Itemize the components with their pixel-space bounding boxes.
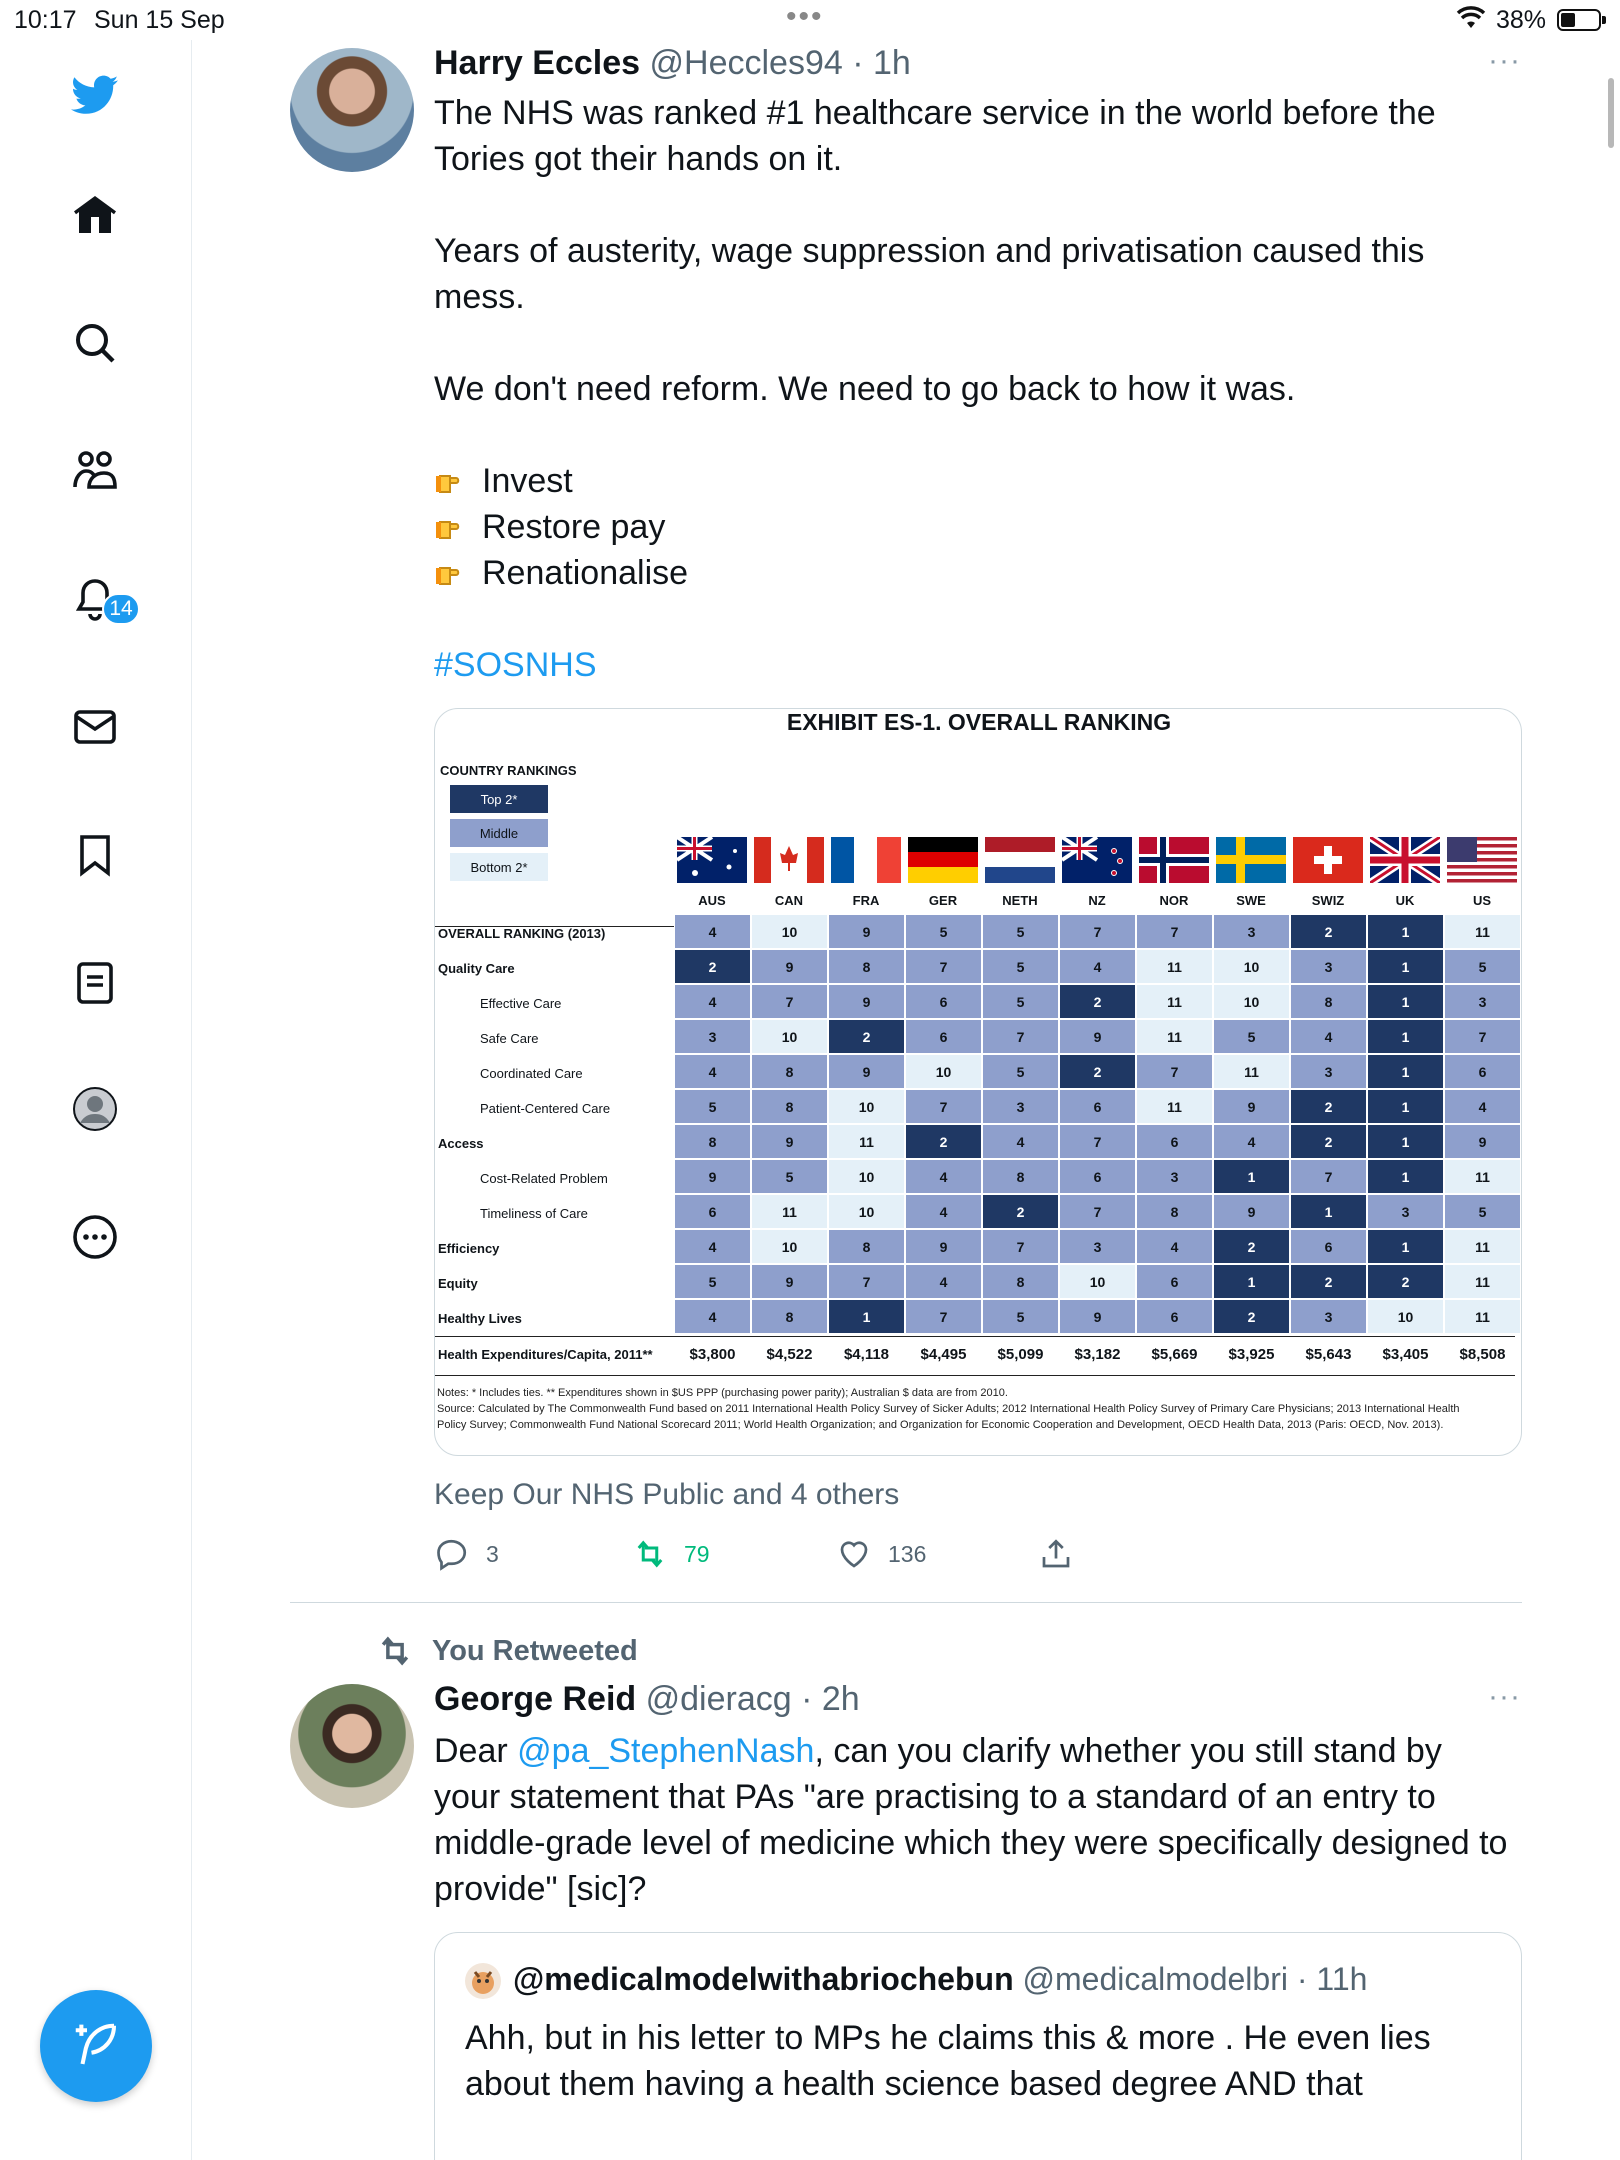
rank-cell-us: 7 <box>1444 1019 1521 1054</box>
bullet-text: Renationalise <box>482 554 689 592</box>
rank-cell-ger: 7 <box>905 1089 982 1124</box>
search-icon[interactable] <box>66 314 124 372</box>
rank-cell-fra: 9 <box>828 984 905 1019</box>
rank-cell-uk: 1 <box>1367 1054 1444 1089</box>
rank-cell-neth: 5 <box>982 914 1059 949</box>
rank-cell-fra: 11 <box>828 1124 905 1159</box>
row-label: Healthy Lives <box>438 1311 522 1326</box>
rank-cell-nz: 2 <box>1059 1054 1136 1089</box>
communities-icon[interactable] <box>66 442 124 500</box>
tweet-more-icon[interactable]: ··· <box>1488 44 1521 77</box>
sidebar <box>0 40 192 2160</box>
battery-icon <box>1557 9 1601 31</box>
rank-cell-nz: 4 <box>1059 949 1136 984</box>
rank-cell-nor: 11 <box>1136 1019 1213 1054</box>
profile-avatar-icon[interactable] <box>66 1080 124 1138</box>
flag-uk-icon <box>1370 837 1440 883</box>
rank-cell-nz: 7 <box>1059 914 1136 949</box>
rank-cell-neth: 4 <box>982 1124 1059 1159</box>
rank-cell-nor: 6 <box>1136 1124 1213 1159</box>
rank-cell-ger: 2 <box>905 1124 982 1159</box>
rank-cell-nor: 11 <box>1136 984 1213 1019</box>
rank-cell-swiz: 1 <box>1290 1194 1367 1229</box>
tweet-media-image[interactable] <box>434 708 1522 1456</box>
flag-nor-icon <box>1139 837 1209 883</box>
pointing-hand-icon <box>434 512 474 542</box>
rank-cell-nor: 6 <box>1136 1264 1213 1299</box>
tweet-paragraph: The NHS was ranked #1 healthcare service in the world before the Tories got their hands on it. <box>434 94 1436 178</box>
rank-cell-can: 7 <box>751 984 828 1019</box>
retweet-count: 79 <box>684 1540 710 1567</box>
rank-cell-nz: 3 <box>1059 1229 1136 1264</box>
rank-cell-fra: 10 <box>828 1194 905 1229</box>
rank-cell-neth: 7 <box>982 1229 1059 1264</box>
chart-source: Source: Calculated by The Commonwealth Fund based on 2011 International Health Policy Survey of Sicker Adults; 2012 International Health Policy Survey of Primary Care Physicians; 2013 International Health <box>437 1403 1460 1415</box>
expenditure-label: Health Expenditures/Capita, 2011** <box>438 1347 653 1362</box>
rank-cell-nz: 9 <box>1059 1299 1136 1334</box>
country-code-swiz: SWIZ <box>1311 893 1345 908</box>
rank-cell-us: 4 <box>1444 1089 1521 1124</box>
hashtag-link[interactable]: #SOSNHS <box>434 646 597 684</box>
row-label: Access <box>438 1136 484 1151</box>
rank-cell-swiz: 6 <box>1290 1229 1367 1264</box>
expenditure-us: $8,508 <box>1459 1346 1506 1363</box>
quoted-tweet-header <box>513 1961 1367 1998</box>
reply-icon <box>434 1536 470 1572</box>
tagged-users-link[interactable]: Keep Our NHS Public and 4 others <box>434 1478 900 1511</box>
rank-cell-can: 10 <box>751 1229 828 1264</box>
expenditure-uk: $3,405 <box>1382 1346 1429 1363</box>
rank-cell-neth: 5 <box>982 984 1059 1019</box>
row-label: Patient-Centered Care <box>480 1101 611 1116</box>
legend-bottom: Bottom 2* <box>450 853 548 881</box>
rank-cell-neth: 8 <box>982 1159 1059 1194</box>
pointing-hand-icon <box>434 558 474 588</box>
rank-cell-uk: 10 <box>1367 1299 1444 1334</box>
expenditure-ger: $4,495 <box>920 1346 967 1363</box>
flag-ger-icon <box>908 837 978 883</box>
expenditure-aus: $3,800 <box>689 1346 736 1363</box>
rank-cell-swiz: 2 <box>1290 1124 1367 1159</box>
rank-cell-us: 11 <box>1444 1159 1521 1194</box>
rank-cell-fra: 10 <box>828 1159 905 1194</box>
tweet-header <box>434 44 911 83</box>
rank-cell-us: 5 <box>1444 1194 1521 1229</box>
country-code-neth: NETH <box>1002 893 1038 908</box>
rank-cell-us: 11 <box>1444 914 1521 949</box>
exhibit-title: EXHIBIT ES-1. OVERALL RANKING <box>786 709 1172 735</box>
rank-cell-can: 8 <box>751 1054 828 1089</box>
rank-cell-swe: 4 <box>1213 1124 1290 1159</box>
rank-cell-fra: 8 <box>828 949 905 984</box>
rank-cell-uk: 2 <box>1367 1264 1444 1299</box>
country-code-us: US <box>1472 893 1492 908</box>
rank-cell-neth: 7 <box>982 1019 1059 1054</box>
row-label: Effective Care <box>480 996 562 1011</box>
rank-cell-ger: 5 <box>905 914 982 949</box>
rank-cell-aus: 4 <box>674 1229 751 1264</box>
rank-cell-nor: 4 <box>1136 1229 1213 1264</box>
rank-cell-ger: 4 <box>905 1159 982 1194</box>
rank-cell-swe: 2 <box>1213 1299 1290 1334</box>
table-rule <box>435 1375 1515 1376</box>
rank-cell-us: 11 <box>1444 1299 1521 1334</box>
rank-cell-can: 8 <box>751 1089 828 1124</box>
flag-aus-icon <box>677 837 747 883</box>
pointing-hand-icon <box>434 466 474 496</box>
rank-cell-uk: 1 <box>1367 1124 1444 1159</box>
rank-cell-swe: 9 <box>1213 1089 1290 1124</box>
scroll-indicator[interactable] <box>1608 78 1614 148</box>
rank-cell-neth: 5 <box>982 1299 1059 1334</box>
legend-title: COUNTRY RANKINGS <box>440 763 577 778</box>
rank-cell-swe: 10 <box>1213 949 1290 984</box>
rank-cell-uk: 1 <box>1367 914 1444 949</box>
bullet-line <box>434 504 1514 550</box>
bullet-text: Restore pay <box>482 508 666 546</box>
quoted-author-handle[interactable]: @medicalmodelbri <box>1022 1961 1288 1997</box>
rank-cell-nz: 6 <box>1059 1159 1136 1194</box>
retweet-icon <box>632 1536 668 1572</box>
row-label: Timeliness of Care <box>480 1206 588 1221</box>
quoted-tweet[interactable] <box>434 1932 1522 2160</box>
rank-cell-nz: 7 <box>1059 1194 1136 1229</box>
row-label: Quality Care <box>438 961 515 976</box>
tweet-paragraph: Years of austerity, wage suppression and privatisation caused this mess. <box>434 232 1425 316</box>
rank-cell-nor: 7 <box>1136 914 1213 949</box>
rank-cell-ger: 7 <box>905 1299 982 1334</box>
rank-cell-fra: 2 <box>828 1019 905 1054</box>
rank-cell-fra: 8 <box>828 1229 905 1264</box>
rank-cell-uk: 1 <box>1367 1019 1444 1054</box>
rank-cell-aus: 4 <box>674 984 751 1019</box>
rank-cell-can: 9 <box>751 1264 828 1299</box>
rank-cell-swe: 1 <box>1213 1264 1290 1299</box>
messages-envelope-icon[interactable] <box>66 698 124 756</box>
bullet-line <box>434 550 1514 596</box>
share-icon <box>1038 1536 1074 1572</box>
rank-cell-ger: 9 <box>905 1229 982 1264</box>
rank-cell-can: 9 <box>751 1124 828 1159</box>
expenditure-fra: $4,118 <box>843 1346 890 1363</box>
rank-cell-swe: 9 <box>1213 1194 1290 1229</box>
table-rule <box>435 1336 1515 1337</box>
retweet-banner-text: You Retweeted <box>432 1634 638 1667</box>
rank-cell-swe: 10 <box>1213 984 1290 1019</box>
heart-icon <box>836 1536 872 1572</box>
flag-can-icon <box>754 837 824 883</box>
tweet-paragraph: We don't need reform. We need to go back to how it was. <box>434 370 1296 408</box>
like-count: 136 <box>888 1540 927 1567</box>
rank-cell-us: 11 <box>1444 1264 1521 1299</box>
rank-cell-neth: 2 <box>982 1194 1059 1229</box>
rank-cell-swiz: 4 <box>1290 1019 1367 1054</box>
expenditure-neth: $5,099 <box>997 1346 1044 1363</box>
wifi-icon <box>1456 6 1486 37</box>
lists-icon[interactable] <box>66 954 124 1012</box>
rank-cell-swe: 3 <box>1213 914 1290 949</box>
rank-cell-nor: 7 <box>1136 1054 1213 1089</box>
rank-cell-us: 5 <box>1444 949 1521 984</box>
rank-cell-ger: 6 <box>905 1019 982 1054</box>
rank-cell-fra: 9 <box>828 1054 905 1089</box>
tweet-author-avatar[interactable] <box>290 48 414 172</box>
reply-count: 3 <box>486 1540 499 1567</box>
bullet-line <box>434 458 1514 504</box>
rank-cell-us: 6 <box>1444 1054 1521 1089</box>
rank-cell-fra: 10 <box>828 1089 905 1124</box>
flag-fra-icon <box>831 837 901 883</box>
country-code-uk: UK <box>1395 893 1415 908</box>
rank-cell-fra: 9 <box>828 914 905 949</box>
country-code-nor: NOR <box>1159 893 1189 908</box>
legend-top: Top 2* <box>450 785 548 813</box>
rank-cell-nor: 8 <box>1136 1194 1213 1229</box>
tweet-divider <box>290 1602 1522 1603</box>
rank-cell-aus: 4 <box>674 1054 751 1089</box>
rank-cell-ger: 6 <box>905 984 982 1019</box>
flag-us-icon <box>1447 837 1517 883</box>
rank-cell-fra: 7 <box>828 1264 905 1299</box>
flag-swe-icon <box>1216 837 1286 883</box>
rank-cell-us: 3 <box>1444 984 1521 1019</box>
chart-note: Notes: * Includes ties. ** Expenditures shown in $US PPP (purchasing power parity); Australian $ data are from 2010. <box>437 1387 1008 1399</box>
tweet-header <box>434 1680 860 1719</box>
rank-cell-swe: 2 <box>1213 1229 1290 1264</box>
row-label: Cost-Related Problem <box>480 1171 608 1186</box>
quoted-author-avatar <box>465 1963 501 1999</box>
rank-cell-swiz: 3 <box>1290 1054 1367 1089</box>
rank-cell-neth: 5 <box>982 1054 1059 1089</box>
more-circle-icon[interactable] <box>66 1208 124 1266</box>
author-handle[interactable]: @Heccles94 <box>649 44 843 82</box>
rank-cell-swe: 11 <box>1213 1054 1290 1089</box>
rank-cell-aus: 4 <box>674 914 751 949</box>
row-label: Safe Care <box>480 1031 539 1046</box>
rank-cell-can: 10 <box>751 1019 828 1054</box>
author-name[interactable]: George Reid <box>434 1680 637 1718</box>
tweet-time[interactable]: · 1h <box>852 44 911 82</box>
bullet-text: Invest <box>482 462 573 500</box>
rank-cell-swiz: 3 <box>1290 949 1367 984</box>
mention-link[interactable]: @pa_StephenNash <box>517 1732 815 1770</box>
rank-cell-swiz: 2 <box>1290 1089 1367 1124</box>
row-label: Equity <box>438 1276 478 1291</box>
tweet-more-icon[interactable]: ··· <box>1488 1680 1521 1713</box>
country-code-fra: FRA <box>852 893 880 908</box>
chart-source-cont: Policy Survey; Commonwealth Fund National Scorecard 2011; World Health Organization; and Organization for Economic Cooperation and Development, OECD Health Data, 2013 (Paris: OECD, Nov. 2013). <box>437 1419 1444 1431</box>
retweet-button[interactable] <box>632 1536 710 1572</box>
expenditure-nz: $3,182 <box>1074 1346 1121 1363</box>
country-code-can: CAN <box>774 893 804 908</box>
compose-tweet-button[interactable] <box>40 1990 152 2102</box>
rank-cell-swiz: 8 <box>1290 984 1367 1019</box>
rank-cell-aus: 8 <box>674 1124 751 1159</box>
tweet-body <box>434 90 1514 688</box>
rank-cell-nor: 6 <box>1136 1299 1213 1334</box>
country-code-swe: SWE <box>1236 893 1266 908</box>
country-code-ger: GER <box>928 893 958 908</box>
rank-cell-uk: 1 <box>1367 1159 1444 1194</box>
quoted-author-name[interactable]: @medicalmodelwithabriochebun <box>513 1961 1014 1997</box>
legend-middle: Middle <box>450 819 548 847</box>
rank-cell-uk: 3 <box>1367 1194 1444 1229</box>
rank-cell-aus: 5 <box>674 1264 751 1299</box>
author-handle[interactable]: @dieracg <box>645 1680 792 1718</box>
rank-cell-us: 9 <box>1444 1124 1521 1159</box>
like-button[interactable] <box>836 1536 926 1572</box>
rank-cell-nor: 11 <box>1136 1089 1213 1124</box>
notification-count-badge: 14 <box>102 593 140 625</box>
rank-cell-swiz: 7 <box>1290 1159 1367 1194</box>
home-icon[interactable] <box>66 186 124 244</box>
status-time: 10:17 <box>14 6 77 34</box>
rank-cell-can: 5 <box>751 1159 828 1194</box>
rank-cell-aus: 6 <box>674 1194 751 1229</box>
rank-cell-aus: 2 <box>674 949 751 984</box>
expenditure-nor: $5,669 <box>1151 1346 1198 1363</box>
flag-neth-icon <box>985 837 1055 883</box>
retweet-icon <box>376 1632 414 1670</box>
rank-cell-aus: 5 <box>674 1089 751 1124</box>
status-bar <box>0 0 1620 40</box>
rank-cell-nz: 6 <box>1059 1089 1136 1124</box>
expenditure-can: $4,522 <box>766 1346 813 1363</box>
rank-cell-nz: 9 <box>1059 1019 1136 1054</box>
flag-swiz-icon <box>1293 837 1363 883</box>
tweet-text-start: Dear <box>434 1732 518 1770</box>
country-code-aus: AUS <box>698 893 726 908</box>
rank-cell-can: 10 <box>751 914 828 949</box>
row-label: OVERALL RANKING (2013) <box>438 926 606 941</box>
rank-cell-nz: 10 <box>1059 1264 1136 1299</box>
rank-cell-can: 11 <box>751 1194 828 1229</box>
rank-cell-uk: 1 <box>1367 984 1444 1019</box>
battery-percent: 38% <box>1496 6 1547 34</box>
rank-cell-aus: 3 <box>674 1019 751 1054</box>
row-label: Coordinated Care <box>480 1066 583 1081</box>
rank-cell-nor: 11 <box>1136 949 1213 984</box>
rank-cell-swiz: 2 <box>1290 914 1367 949</box>
rank-cell-ger: 4 <box>905 1194 982 1229</box>
quoted-tweet-text: Ahh, but in his letter to MPs he claims this & more . He even lies about them having a health science based degree AND that <box>465 2019 1431 2103</box>
twitter-logo-icon[interactable] <box>66 66 124 124</box>
rank-cell-aus: 4 <box>674 1299 751 1334</box>
rank-cell-neth: 3 <box>982 1089 1059 1124</box>
tweet-body <box>434 1728 1514 1912</box>
rank-cell-uk: 1 <box>1367 949 1444 984</box>
rank-cell-swe: 1 <box>1213 1159 1290 1194</box>
retweet-banner <box>376 1632 638 1670</box>
author-name[interactable]: Harry Eccles <box>434 44 641 82</box>
rank-cell-nz: 7 <box>1059 1124 1136 1159</box>
rank-cell-swiz: 2 <box>1290 1264 1367 1299</box>
row-label: Efficiency <box>438 1241 500 1256</box>
quoted-tweet-time: · 11h <box>1296 1961 1368 1997</box>
compose-feather-icon <box>69 2019 123 2073</box>
tweet-author-avatar[interactable] <box>290 1684 414 1808</box>
flag-nz-icon <box>1062 837 1132 883</box>
rank-cell-can: 9 <box>751 949 828 984</box>
tweet-time[interactable]: · 2h <box>801 1680 860 1718</box>
rank-cell-nor: 3 <box>1136 1159 1213 1194</box>
rank-cell-ger: 7 <box>905 949 982 984</box>
rank-cell-swe: 5 <box>1213 1019 1290 1054</box>
reply-button[interactable] <box>434 1536 499 1572</box>
rank-cell-ger: 4 <box>905 1264 982 1299</box>
rank-cell-ger: 10 <box>905 1054 982 1089</box>
rank-cell-neth: 8 <box>982 1264 1059 1299</box>
rank-cell-swiz: 3 <box>1290 1299 1367 1334</box>
rank-cell-uk: 1 <box>1367 1229 1444 1264</box>
expenditure-swe: $3,925 <box>1228 1346 1275 1363</box>
tweet-text-rest: , can you clarify whether you still stand by your statement that PAs "are practising to a standard of an entry to middle-grade level of medicine which they were specifically designed to provide" [sic]? <box>434 1732 1508 1908</box>
share-button[interactable] <box>1038 1536 1090 1572</box>
rank-cell-aus: 9 <box>674 1159 751 1194</box>
expenditure-swiz: $5,643 <box>1305 1346 1352 1363</box>
country-code-nz: NZ <box>1088 893 1106 908</box>
rank-cell-uk: 1 <box>1367 1089 1444 1124</box>
rank-cell-can: 8 <box>751 1299 828 1334</box>
bookmarks-icon[interactable] <box>66 826 124 884</box>
multitask-dots-icon[interactable]: ••• <box>786 0 824 33</box>
rank-cell-us: 11 <box>1444 1229 1521 1264</box>
rank-cell-fra: 1 <box>828 1299 905 1334</box>
rank-cell-nz: 2 <box>1059 984 1136 1019</box>
status-date: Sun 15 Sep <box>94 6 225 34</box>
rank-cell-neth: 5 <box>982 949 1059 984</box>
